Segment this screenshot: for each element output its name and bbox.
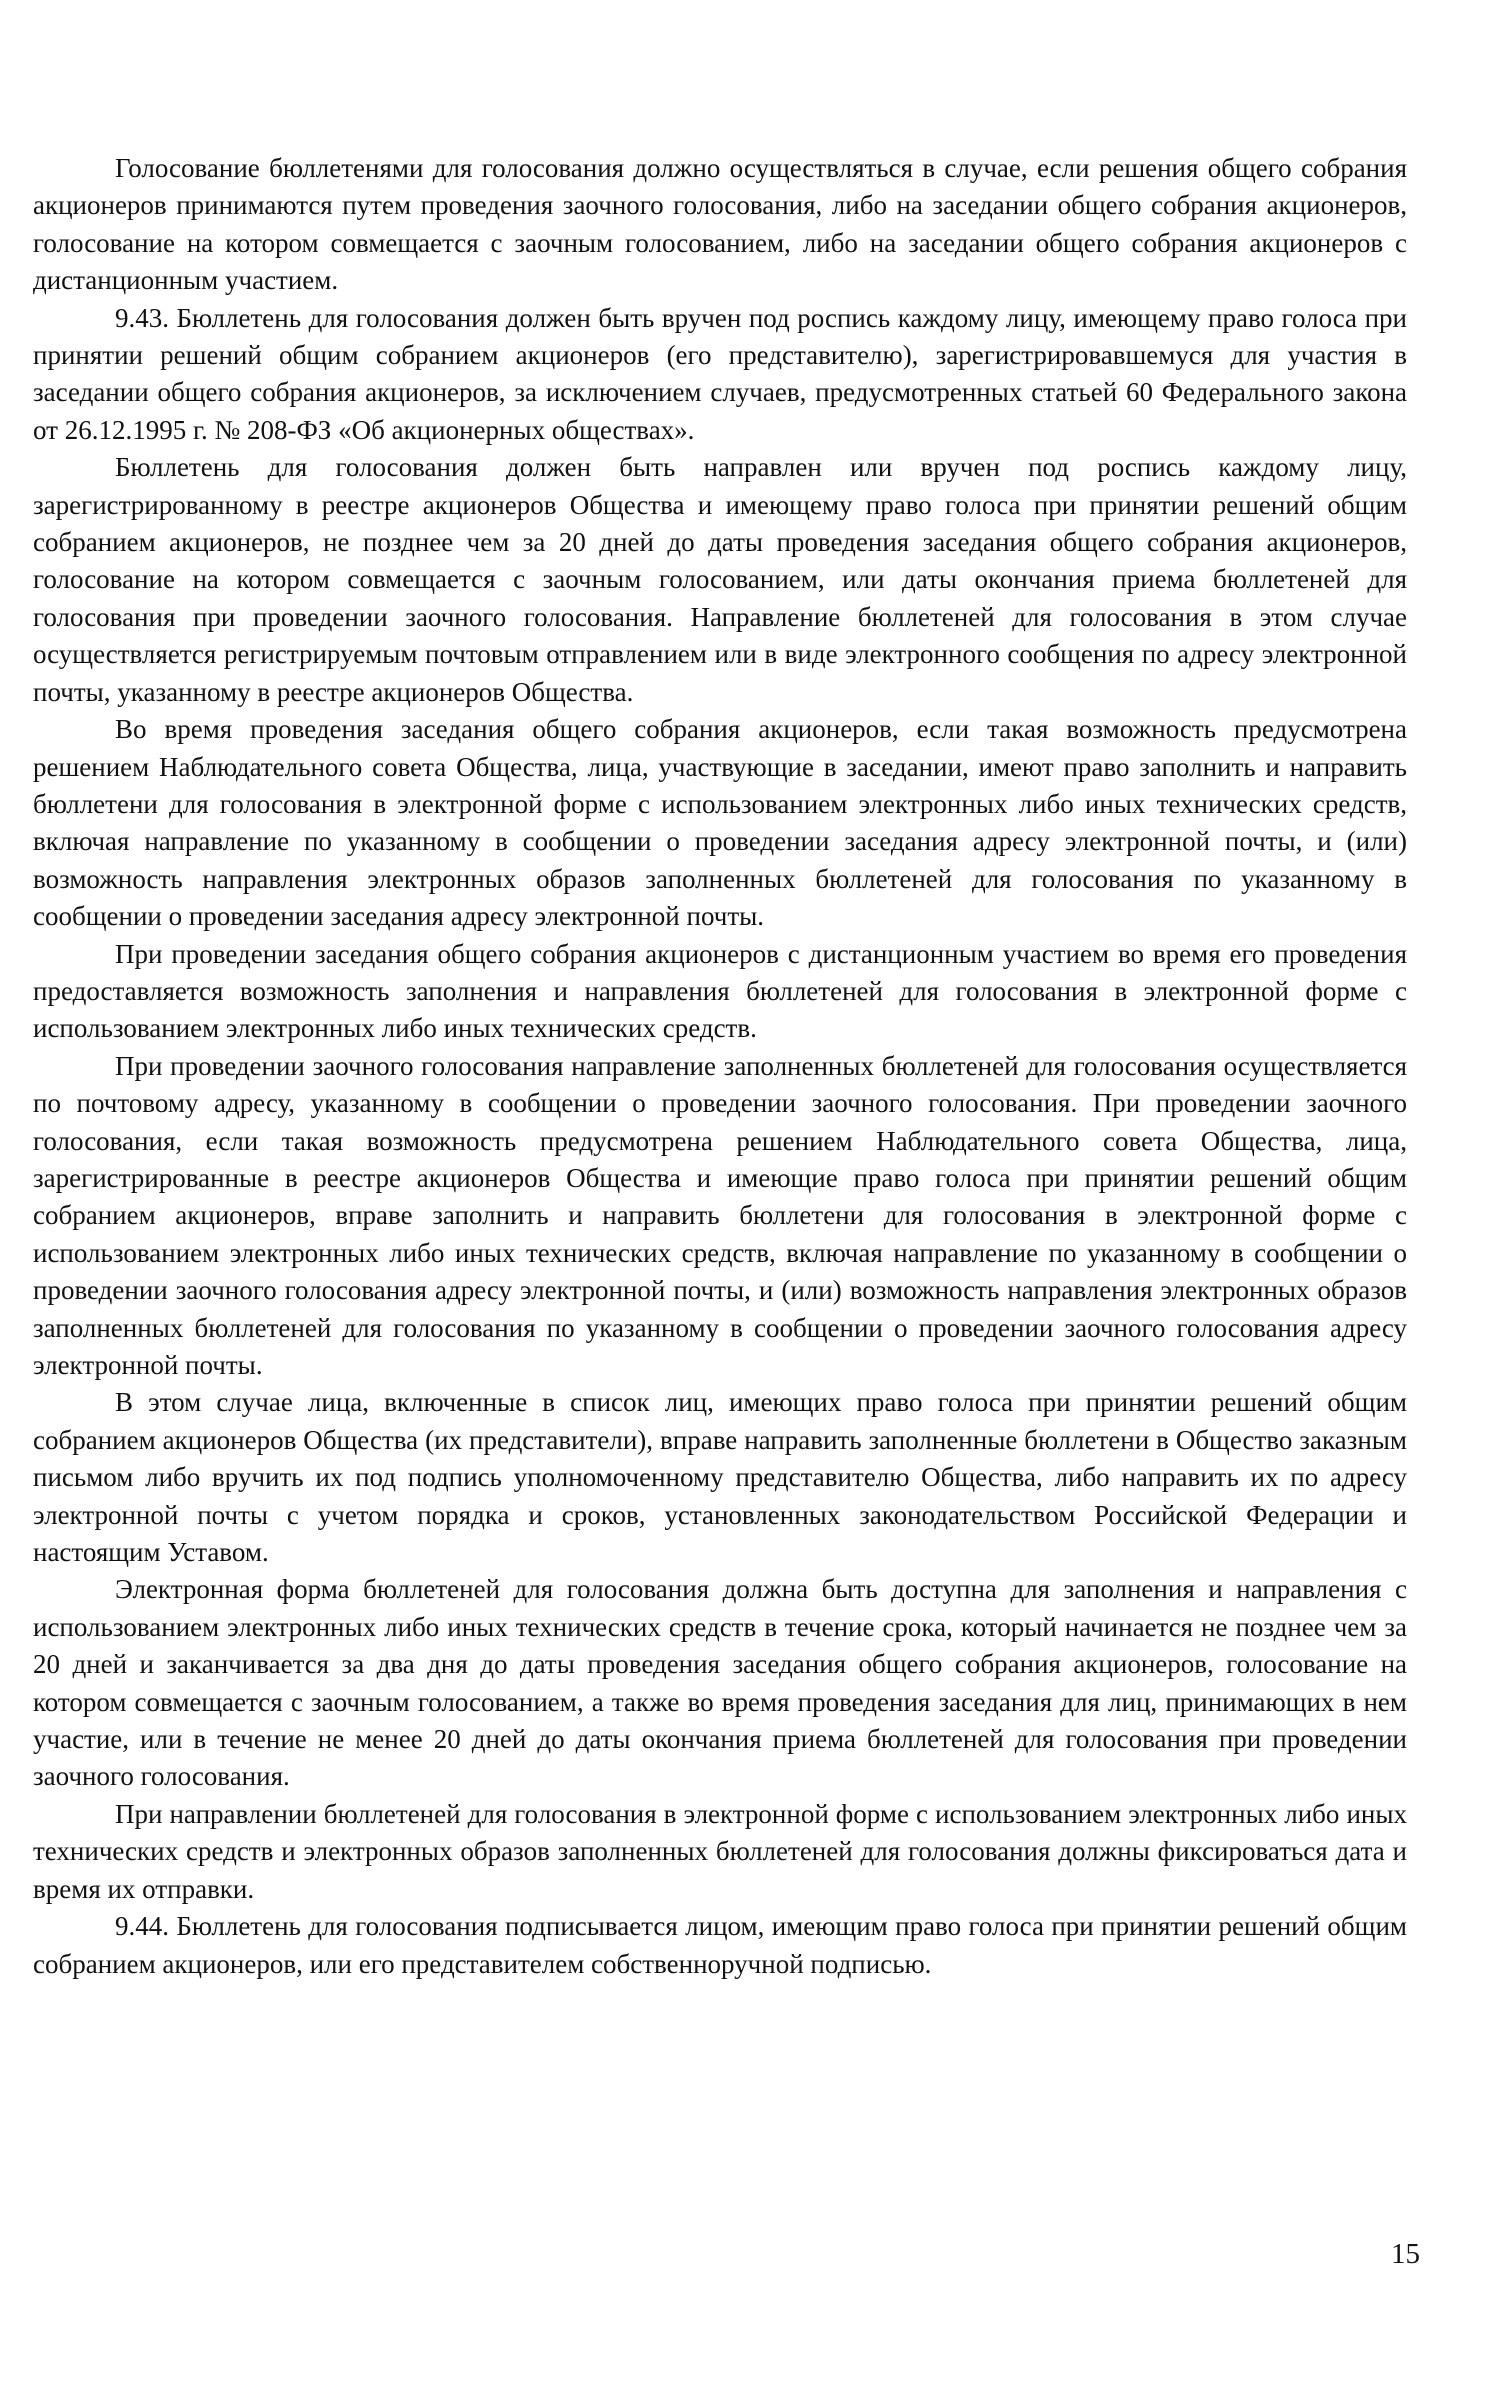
paragraph-1: Голосование бюллетенями для голосования должно осуществляться в случае, если решения общего собрания акционеров принимаются путем проведения заочного голосования, либо на заседании общего собрания акционеров, голосование на котором совмещается с заочным голосованием, либо на заседании общего собрания акционеров с дистанционным участием. (33, 153, 1407, 296)
paragraph-7: В этом случае лица, включенные в список лиц, имеющих право голоса при принятии решений общим собранием акционеров Общества (их представители), вправе направить заполненные бюллетени в Общество заказным письмом либо вручить их под подпись уполномоченному представителю Общества, либо направить их по адресу электронной почты с учетом порядка и сроков, установленных законодательством Российской Федерации и настоящим Уставом. (33, 1387, 1407, 1568)
paragraph-10: 9.44. Бюллетень для голосования подписывается лицом, имеющим право голоса при принятии решений общим собранием акционеров, или его представителем собственноручной подписью. (33, 1911, 1407, 1979)
document-body (33, 150, 1407, 1983)
page-number: 15 (1391, 2238, 1420, 2270)
paragraph-3: Бюллетень для голосования должен быть направлен или вручен под роспись каждому лицу, зарегистрированному в реестре акционеров Общества и имеющему право голоса при принятии решений общим собранием акционеров, не позднее чем за 20 дней до даты проведения заседания общего собрания акционеров, голосование на котором совмещается с заочным голосованием, или даты окончания приема бюллетеней для голосования при проведении заочного голосования. Направление бюллетеней для голосования в этом случае осуществляется регистрируемым почтовым отправлением или в виде электронного сообщения по адресу электронной почты, указанному в реестре акционеров Общества. (33, 452, 1407, 707)
paragraph-8: Электронная форма бюллетеней для голосования должна быть доступна для заполнения и направления с использованием электронных либо иных технических средств в течение срока, который начинается не позднее чем за 20 дней и заканчивается за два дня до даты проведения заседания общего собрания акционеров, голосование на котором совмещается с заочным голосованием, а также во время проведения заседания для лиц, принимающих в нем участие, или в течение не менее 20 дней до даты окончания приема бюллетеней для голосования при проведении заочного голосования. (33, 1574, 1407, 1792)
paragraph-2: 9.43. Бюллетень для голосования должен быть вручен под роспись каждому лицу, имеющему право голоса при принятии решений общим собранием акционеров (его представителю), зарегистрировавшемуся для участия в заседании общего собрания акционеров, за исключением случаев, предусмотренных статьей 60 Федерального закона от 26.12.1995 г. № 208-ФЗ «Об акционерных обществах». (33, 302, 1407, 445)
paragraph-5: При проведении заседания общего собрания акционеров с дистанционным участием во время его проведения предоставляется возможность заполнения и направления бюллетеней для голосования в электронной форме с использованием электронных либо иных технических средств. (33, 938, 1407, 1044)
paragraph-9: При направлении бюллетеней для голосования в электронной форме с использованием электронных либо иных технических средств и электронных образов заполненных бюллетеней для голосования должны фиксироваться дата и время их отправки. (33, 1798, 1407, 1904)
paragraph-4: Во время проведения заседания общего собрания акционеров, если такая возможность предусмотрена решением Наблюдательного совета Общества, лица, участвующие в заседании, имеют право заполнить и направить бюллетени для голосования в электронной форме с использованием электронных либо иных технических средств, включая направление по указанному в сообщении о проведении заседания адресу электронной почты, и (или) возможность направления электронных образов заполненных бюллетеней для голосования по указанному в сообщении о проведении заседания адресу электронной почты. (33, 714, 1407, 932)
paragraph-6: При проведении заочного голосования направление заполненных бюллетеней для голосования осуществляется по почтовому адресу, указанному в сообщении о проведении заочного голосования. При проведении заочного голосования, если такая возможность предусмотрена решением Наблюдательного совета Общества, лица, зарегистрированные в реестре акционеров Общества и имеющие право голоса при принятии решений общим собранием акционеров, вправе заполнить и направить бюллетени для голосования в электронной форме с использованием электронных либо иных технических средств, включая направление по указанному в сообщении о проведении заочного голосования адресу электронной почты, и (или) возможность направления электронных образов заполненных бюллетеней для голосования по указанному в сообщении о проведении заочного голосования адресу электронной почты. (33, 1050, 1407, 1380)
